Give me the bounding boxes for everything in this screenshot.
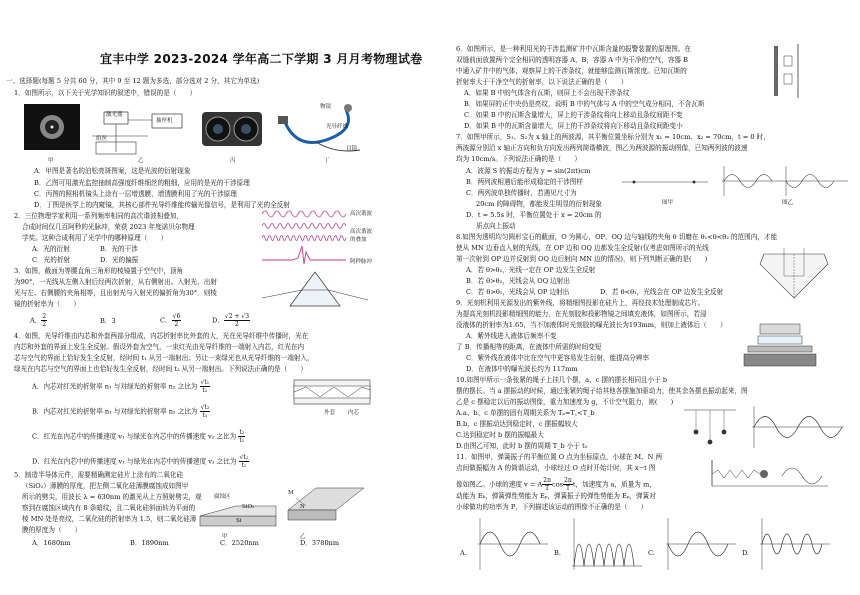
q3-line2: 为90°，一光线从左侧入射后经两次折射，从右侧射出。入射光、出射 bbox=[14, 278, 217, 286]
q2-label-4: 阿秒脉冲 bbox=[350, 259, 373, 265]
q7-option-d: D．t = 5.5s 时，平衡位置处于 x = 20cm 的 bbox=[466, 211, 602, 219]
q5-line1: 5．制造半导体元件，需要精确测定硅片上涂有的二氧化硅 bbox=[14, 471, 184, 479]
q10-line1: 10.如图甲所示一条张紧的绳子上挂几个摆，a、c 摆的摆长相同且小于 b bbox=[456, 376, 668, 384]
q5-label-n: N bbox=[300, 504, 305, 510]
q11-option-c-graph bbox=[662, 516, 738, 572]
q11-line5: 小球做功的功率为 P，下列描述该运动的图像不正确的是（ ） bbox=[456, 503, 648, 511]
q2-line3: 学奖。这种合成利用了光学中的哪种原理（ ） bbox=[22, 234, 168, 242]
q5-label-a: 甲 bbox=[222, 534, 228, 540]
q1-stem: 1．如图所示，以下关于光学知识的叙述中，错误的是（ ） bbox=[14, 89, 197, 97]
q9-option-c: C．紫外线在液体中比在空气中更容易发生衍射，能提高分辨率 bbox=[466, 354, 650, 362]
q9-option-b: 了 B．传播相等的距离，在液体中所需的时间变短 bbox=[456, 343, 602, 351]
q2-line2: 合成时间仅几百阿秒的光脉冲，荣获 2023 年度诺贝尔物理 bbox=[22, 223, 195, 231]
q3-line4: 镜的折射率为（ ） bbox=[14, 300, 80, 308]
q4-label-outer: 外套 bbox=[324, 410, 336, 416]
q2-line1: 2．三位物理学家利用一系列频率相同的高次谐波相叠加， bbox=[14, 212, 184, 220]
q10-line3: 乙是 c 摆稳定以后的振动图像，重力加速度为 g，不计空气阻力，则( ) bbox=[456, 398, 674, 406]
q1-label-a: 甲 bbox=[48, 158, 54, 164]
q1-figure-poisson bbox=[24, 104, 80, 156]
q10-line2: 摆的摆长。当 a 摆振动的时候，通过张紧的绳子给其他各摆施加驱动力，使其余各摆也振动起来，图 bbox=[456, 387, 748, 395]
q7-option-c2: 20cm 的障碍物，都能发生明显的衍射现象 bbox=[476, 200, 602, 208]
q2-option-a: A．光的衍射 bbox=[32, 245, 70, 253]
q7-option-b: B．两列波相遇后能形成稳定的干涉图样 bbox=[466, 178, 583, 186]
right-column bbox=[430, 0, 860, 595]
q7-option-a: A．波源 S 的振动方程为 y = sin(2πt)cm bbox=[466, 167, 591, 175]
q7-label-b: 图乙 bbox=[782, 200, 794, 206]
q5-line3: 所示的劈尖，用波长 λ = 630nm 的激光从上方照射劈尖，观 bbox=[22, 493, 202, 501]
q5-line5: 棱 MN 处是亮纹，二氧化硅的折射率为 1.5，则二氧化硅薄 bbox=[22, 515, 197, 523]
q4-option-b: B．内芯对红光的折射率 n₁ 与对绿光的折射率 n₂ 之比为 $\frac{\text{√t₂}}{\text{t₁}}$ bbox=[32, 404, 210, 419]
exam-title: 宜丰中学 2023-2024 学年高二下学期 3 月月考物理试卷 bbox=[100, 52, 423, 66]
q9-option-d: D．在液体中的曝光波长约为 117mm bbox=[466, 365, 578, 373]
q5-label-b: 乙 bbox=[300, 534, 306, 540]
q3-line1: 3．如图，截面为等腰直角三角形的棱镜置于空气中，顶角 bbox=[14, 267, 184, 275]
q10-option-c: C.达到稳定时 b 摆的振幅最大 bbox=[456, 431, 544, 439]
q1-label-b: 乙 bbox=[138, 158, 144, 164]
q9-option-a: A．紫外线进入液体后频率不变 bbox=[466, 332, 557, 340]
q3-option-a: A． $\frac{2}{2}$ bbox=[30, 313, 47, 328]
q8-line2: 使从 MN 边垂直入射的光线，在 OP 边和 OQ 边都发生全反射(仅考虑如图所示的光线 bbox=[456, 244, 709, 252]
q9-line2: 为提高光刻机投影精细图的能力，在光刻胶和投影物镜之间填充液体，如图所示，若浸 bbox=[456, 310, 707, 318]
q8-option-b: B．若 θ>θ₂，光线会从 OQ 边射出 bbox=[466, 277, 570, 285]
q2-label-3: 的叠加 bbox=[350, 237, 367, 243]
q11-line2: 点间做振幅为 A 的简谐运动，小球经过 O 点时开始计时，其 x−t 图 bbox=[456, 464, 656, 472]
q7-option-d2: 质点向上振动 bbox=[476, 222, 516, 230]
q8-figure-gem bbox=[754, 246, 834, 302]
q10-figure-graph bbox=[748, 404, 848, 450]
q1-option-a: A．甲图是著名的泊松亮斑图案，这是光波的衍射现象 bbox=[34, 167, 191, 175]
q5-line6: 膜的厚度为（ ） bbox=[22, 526, 82, 534]
q3-c-den: 2 bbox=[174, 321, 179, 328]
q11-line3: 像如图乙。小球的速度 v = A $\frac{2\pi}{T}$ cos $\frac{2\pi}{T}$ t，加速度为 a，质量为 m， bbox=[456, 477, 656, 492]
q3-b-val: 3 bbox=[111, 317, 116, 325]
q11-option-a-graph bbox=[474, 516, 550, 572]
q4-line1: 4．如图，光导纤维由内芯和外套两部分组成，内芯折射率比外套的大，光在光导纤维中传播时，光在 bbox=[14, 332, 309, 340]
q1-label-eye: 目镜 bbox=[346, 146, 358, 152]
q11-option-b-graph bbox=[568, 516, 644, 572]
q11-option-d-label: D. bbox=[742, 549, 750, 557]
q1-label-film: 抽丝机 bbox=[156, 118, 173, 124]
q10-option-a: A.a、b、c 单摆的固有周期关系为 Tₐ=T꜀<T_b bbox=[456, 409, 595, 417]
q11-option-c-label: C. bbox=[648, 549, 655, 557]
q1-label-laser: 激光器 bbox=[106, 112, 123, 118]
q7-figure-vibration bbox=[720, 164, 850, 198]
q3-d-den: 2 bbox=[235, 321, 239, 328]
q11-figure-spring bbox=[708, 456, 838, 496]
q3-a-num: 2 bbox=[42, 313, 47, 320]
q2-label-1: 高次谐波 bbox=[350, 211, 373, 217]
q1-label-kit: 组丝 bbox=[96, 136, 108, 142]
q1-label-obj: 物镜 bbox=[320, 104, 332, 110]
q7-line3: 均为 10cm/s。下列说法正确的是（ ） bbox=[456, 155, 581, 163]
q1-label-c: 丙 bbox=[230, 158, 236, 164]
q8-option-a: A．若 θ>θ₂，光线一定在 OP 边发生全反射 bbox=[466, 266, 596, 274]
q11-option-b-label: B. bbox=[554, 549, 561, 557]
q11-line4: 动能为 Eₖ，弹簧弹性势能为 Eₚ，弹簧振子的弹性势能为 Eₚ，弹簧对 bbox=[456, 492, 656, 500]
q4-option-a: A．内芯对红光的折射率 n₁ 与对绿光的折射率 n₂ 之比为 $\frac{\text{√t₁}}{\text{t₂}}$ bbox=[32, 379, 210, 394]
q2-option-b: B．光的干涉 bbox=[100, 245, 138, 253]
q1-label-fiber: 光导纤维 bbox=[326, 124, 349, 130]
q3-a-den: 2 bbox=[42, 321, 47, 328]
q2-option-d: D．光的偏振 bbox=[100, 256, 139, 264]
q8-option-d: D．若 θ<θ₁，光线会在 OP 边发生全反射 bbox=[600, 288, 724, 296]
q5-line2: （SiO₂）薄膜的厚度，把左侧二氧化硅薄膜腐蚀成如图甲 bbox=[22, 482, 189, 490]
q7-line2: 两波源分别沿 x 轴正方向和负方向发出两列简谐横波，图乙为两波源的振动图像，已知两列波的波速 bbox=[456, 144, 748, 152]
q7-line1: 7．如图甲所示，S₁、S₂为 x 轴上的两波源，其平衡位置坐标分别为 x₁ = 10cm、x₂ = 70cm，t = 0 时， bbox=[456, 133, 770, 141]
q10-figure-pendulums bbox=[680, 404, 740, 452]
q10-option-d: D.由图乙可知，此时 b 摆的周期 T_b 小于 t₀ bbox=[456, 442, 588, 450]
q5-line4: 察到在腐蚀区域内有 8 条暗纹，且二氧化硅斜面转为平面的 bbox=[22, 504, 196, 512]
q6-option-a: A．如果 B 中的气体含有瓦斯，则屏上不会出现干涉条纹 bbox=[464, 89, 630, 97]
q7-option-c: C．两列波单独传播时，若遇见尺寸为 bbox=[466, 189, 577, 197]
q6-line1: 6．如图所示，是一种利用光的干涉监测矿井中瓦斯含量的报警装置的原理图。在 bbox=[456, 45, 691, 53]
q6-option-d: D．如果 B 中的瓦斯含量增大，屏上的干涉条纹将向下移动且条纹间距变小 bbox=[464, 122, 683, 130]
q1-option-c: C．丙图的照相机镜头上涂有一层增透膜，增透膜利用了光的干涉原理 bbox=[34, 190, 237, 198]
q11-line1: 11．如图甲，弹簧振子的平衡位置 O 点为坐标原点，小球在 M、N 两 bbox=[456, 453, 663, 461]
q8-line3: 第一次射到 OP 边并反射到 OQ 边后射向 MN 边的情况)，则下列判断正确的是( ) bbox=[456, 255, 708, 263]
q9-figure-lithography bbox=[740, 322, 850, 370]
q6-line4: 折射率大于干净空气的折射率，以下说法正确的是（ ） bbox=[456, 78, 628, 86]
q4-line2: 内芯和外套的界面上发生全反射。假设外套为空气，一束红光由光导纤维的一端射入内芯，红光在内 bbox=[14, 343, 305, 351]
q6-figure-slits bbox=[772, 42, 802, 100]
q6-option-c: C．如果 B 中的瓦斯含量增大，屏上的干涉条纹将向上移动且条纹间距不变 bbox=[464, 111, 683, 119]
q5-label-area: 腐蚀区 bbox=[214, 494, 231, 500]
q8-line1: 8.如图为透明均匀圆形宝石的截面，O 为圆心，OP、OQ 边与轴线的夹角 θ 切磨在 θ₁<θ<θ₂ 的范围内，才能 bbox=[456, 233, 778, 241]
q3-line3: 光与左、右侧腰的夹角相等，且出射光与入射光的偏折角为30°．则棱 bbox=[14, 289, 217, 297]
q1-option-d: D．丁图是医学上的内窥镜，其核心部件光导纤维能传输光像信号，是利用了光的全反射 bbox=[34, 201, 290, 209]
q8-option-c: C．若 θ>θ₁，光线会从 OP 边射出 bbox=[466, 288, 570, 296]
q5-option-b: B．1890nm bbox=[130, 539, 169, 547]
q5-label-si: Si bbox=[236, 518, 242, 524]
q10-option-b: B.b、c 摆振动达到稳定时，c 摆振幅较大 bbox=[456, 420, 578, 428]
q1-option-b: B．乙图可用激光监控抽制高强度纤维细丝的粗细，应用的是光的干涉原理 bbox=[34, 179, 250, 187]
q3-d-num: √2 + √3 bbox=[224, 313, 250, 320]
q5-option-d: D．3780nm bbox=[300, 539, 340, 547]
q6-line2: 双缝前面放置两个完全相同的透明容器 A、B，容器 A 中为干净的空气，容器 B bbox=[456, 56, 689, 64]
q4-option-c: C．红光在内芯中的传播速度 v₁ 与绿光在内芯中的传播速度 v₂ 之比为 $\frac{\text{t₂}}{\text{t₁}}$ bbox=[32, 429, 245, 444]
q4-option-d: D．红光在内芯中的传播速度 v₁ 与绿光在内芯中的传播速度 v₂ 之比为 $\frac{\text{√t₂}}{\text{t₁}}$ bbox=[32, 454, 249, 469]
q9-line3: 没液体的折射率为1.65，当不加液体时光刻胶的曝光波长为193mm，则加上液体后（ ） bbox=[456, 321, 727, 329]
q3-option-b: B．3 bbox=[100, 317, 116, 325]
q3-option-c: C． $\frac{√6}{2}$ bbox=[160, 313, 181, 328]
q7-figure-sources bbox=[620, 166, 710, 196]
q6-line3: 中通入矿井中的气体，观察屏上的干涉条纹，就能够监测瓦斯浓度。已知瓦斯的 bbox=[456, 67, 687, 75]
q7-label-a: 图甲 bbox=[662, 200, 674, 206]
q5-option-a: A．1680nm bbox=[32, 539, 71, 547]
q3-c-num: √6 bbox=[172, 313, 181, 320]
q4-line4: 绿光在内芯与空气的界面上也恰好发生全反射，经时间 t₂ 从另一端射出。下列说法正确的是（ ） bbox=[14, 365, 308, 373]
q4-figure-fiber bbox=[292, 376, 372, 410]
q3-option-d: D． $\frac{√2 + √3}{2}$ bbox=[212, 313, 250, 328]
q11-option-a-label: A. bbox=[460, 549, 467, 557]
q6-option-b: B．如果屏的正中央仍是亮纹，说明 B 中的气体与 A 中的空气成分相同，不含瓦斯 bbox=[464, 100, 705, 108]
q5-option-c: C．2520nm bbox=[220, 539, 259, 547]
q4-line3: 芯与空气的界面上恰好发生全反射，经时间 t₁ 从另一端射出；另让一束绿光也从光导纤维的一端射入， bbox=[14, 354, 314, 362]
q9-line1: 9．光刻机利用光源发出的紫外线，将精细图投影在硅片上，再经技术处理制成芯片。 bbox=[456, 299, 705, 307]
q5-label-sio2: SiO₂ bbox=[242, 504, 255, 510]
q11-option-d-graph bbox=[756, 516, 832, 572]
section-heading: 一、选择题(每题 5 分共 60 分，其中 9 至 12 题为多选，部分选对 2 分，其它为单选) bbox=[6, 77, 260, 85]
q5-label-m: M bbox=[288, 490, 294, 496]
q3-figure-prism bbox=[260, 268, 370, 308]
q1-label-d: 丁 bbox=[324, 158, 330, 164]
q4-label-inner: 内芯 bbox=[348, 410, 360, 416]
q2-option-c: C．光的折射 bbox=[32, 256, 71, 264]
q1-figure-camera bbox=[200, 106, 264, 152]
q2-label-2: 高次谐波 bbox=[350, 229, 373, 235]
